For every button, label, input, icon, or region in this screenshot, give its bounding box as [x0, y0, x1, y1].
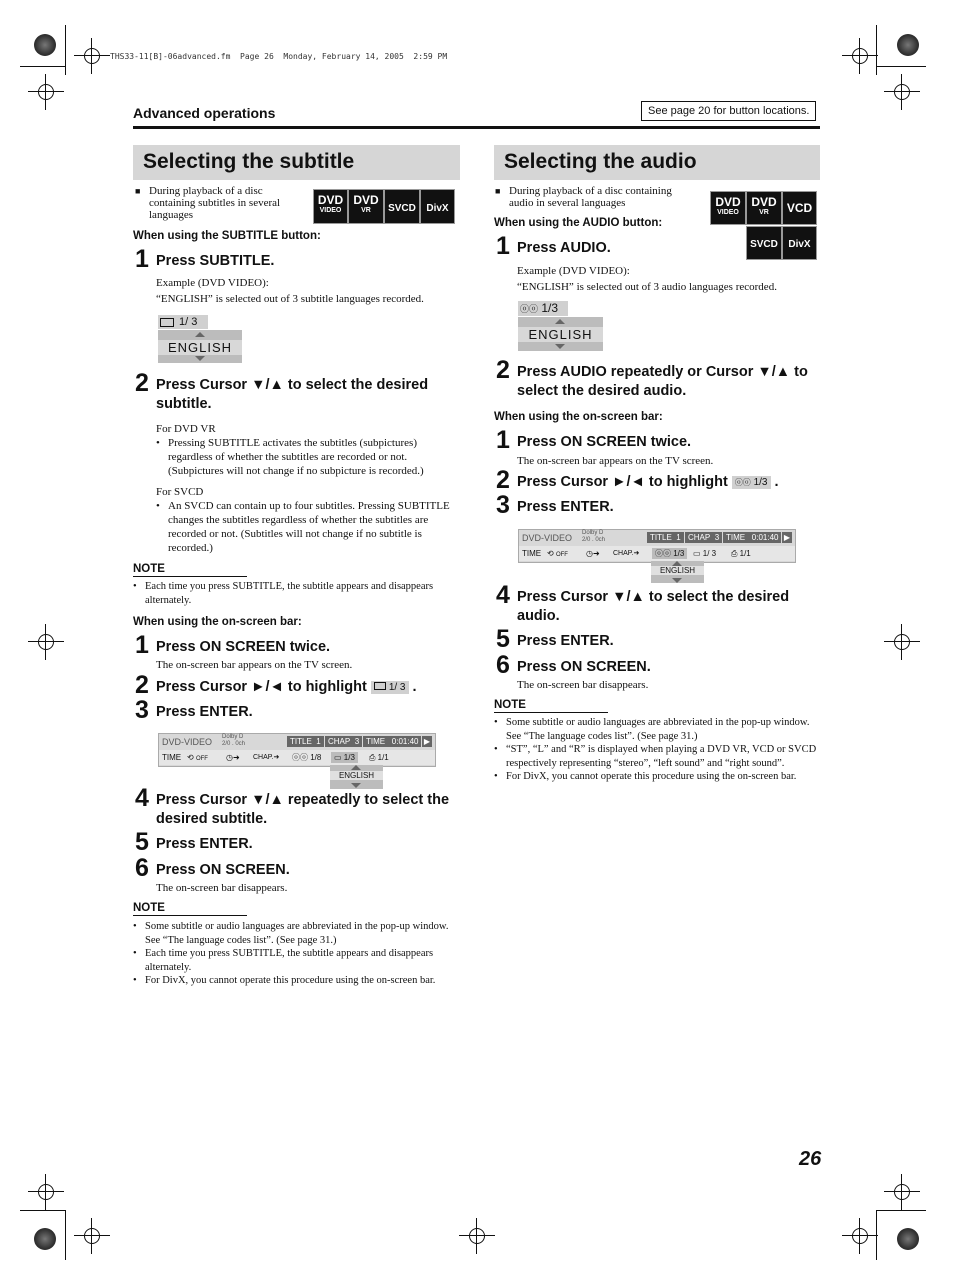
- step-text: Press Cursor ►/◄ to highlight 1/ 3 .: [156, 679, 417, 695]
- row-chap: CHAP.➜: [253, 754, 280, 761]
- condition-text: During playback of a disc containing audio in several languages: [509, 185, 672, 209]
- arrow-down-icon: [351, 783, 361, 788]
- crosshair-mark: [34, 630, 58, 654]
- repeat-icon: ⟲ OFF: [547, 549, 568, 558]
- registration-dot-bottom-right: [897, 1228, 919, 1250]
- audio-condition: [495, 185, 695, 209]
- audio-button-heading: When using the AUDIO button:: [494, 217, 663, 229]
- see-page-box: See page 20 for button locations.: [641, 101, 816, 121]
- example-label: Example (DVD VIDEO):: [517, 265, 630, 277]
- crop-line: [65, 1210, 66, 1260]
- dvd-vr-note: • Pressing SUBTITLE activates the subtitles (subpictures) regardless of whether the subtitles are recorded or not. (Subpictures will not change if no subpicture is recorded.): [156, 436, 456, 478]
- crosshair-mark: [848, 1224, 872, 1248]
- step-number: 3: [496, 491, 510, 519]
- onscreen-bar: [158, 733, 436, 767]
- bar-chapter: CHAP 3: [325, 736, 362, 747]
- note-item: Each time you press SUBTITLE, the subtitle appears and disappears alternately.: [145, 948, 434, 973]
- crop-line: [876, 1210, 926, 1211]
- crosshair-mark: [890, 1180, 914, 1204]
- audio-popup-osd: [518, 301, 603, 351]
- arrow-down-icon: [672, 578, 682, 583]
- onscreen-bar-heading: When using the on-screen bar:: [133, 616, 302, 628]
- audio-language: ENGLISH: [518, 327, 603, 342]
- note-item: For DivX, you cannot operate this procedure using the on-screen bar.: [506, 771, 797, 782]
- crosshair-mark: [890, 630, 914, 654]
- step-text: Press ON SCREEN twice.: [156, 639, 331, 655]
- audio-counter-icon: ⓞⓞ 1/3: [732, 476, 771, 489]
- step-text: Press ON SCREEN twice.: [517, 434, 692, 450]
- note-heading: NOTE: [133, 563, 247, 577]
- badge-dvd-video: DVD VIDEO: [313, 189, 348, 224]
- crosshair-mark: [465, 1224, 489, 1248]
- section-header: Advanced operations: [133, 105, 276, 121]
- dvd-vr-note-text: Pressing SUBTITLE activates the subtitles (subpictures) regardless of whether the subtitles are recorded or not. (Subpictures will not change if no subpicture is recorded.): [168, 437, 424, 477]
- step-text: Press Cursor ▼/▲ repeatedly to select the desired subtitle.: [156, 792, 450, 827]
- note-item-text: Each time you press SUBTITLE, the subtitle appears and disappears alternately.: [145, 581, 434, 606]
- step-number: 1: [135, 631, 149, 659]
- crosshair-mark: [80, 44, 104, 68]
- step-subtext: The on-screen bar appears on the TV screen.: [156, 659, 353, 671]
- step-text: Press Cursor ▼/▲ to select the desired subtitle.: [156, 377, 429, 412]
- bar-dolby: Dolby D 2/0 . 0ch: [222, 734, 246, 747]
- audio-item: ⓞⓞ 1/8: [292, 753, 322, 762]
- audio-counter: 1/3: [541, 301, 559, 315]
- square-bullet-icon: ■: [135, 186, 141, 196]
- page-number: 26: [799, 1148, 822, 1170]
- step-number: 2: [496, 466, 510, 494]
- example-description: “ENGLISH” is selected out of 3 subtitle languages recorded.: [156, 293, 424, 305]
- badge-svcd: SVCD: [384, 189, 420, 224]
- step-subtext: The on-screen bar appears on the TV screen.: [517, 455, 714, 467]
- badge-dvd-vr: DVD VR: [746, 191, 782, 225]
- badge-dvd-video: DVD VIDEO: [710, 191, 746, 225]
- arrow-up-icon: [195, 332, 205, 337]
- subtitle-counter: 1/ 3: [179, 316, 198, 328]
- badge-vcd: VCD: [782, 191, 817, 225]
- note-heading: NOTE: [133, 902, 247, 916]
- audio-section-title: Selecting the audio: [504, 150, 697, 173]
- bar-title: TITLE 1: [647, 532, 684, 543]
- step-text: Press Cursor ▼/▲ to select the desired audio.: [517, 589, 790, 624]
- step-subtext: The on-screen bar disappears.: [156, 882, 288, 894]
- bar-chapter: CHAP 3: [685, 532, 722, 543]
- crop-line: [876, 66, 926, 67]
- popup-language: ENGLISH: [651, 566, 704, 575]
- note-list: • Some subtitle or audio languages are abbreviated in the pop-up window. See “The language codes list”. (See page 31.) • Each time you press SUBTITLE, the subtitle appears and disappears alternately. • For DivX, you cannot operate this procedure using the on-screen bar.: [133, 920, 463, 988]
- repeat-icon: ⟲ OFF: [187, 753, 208, 762]
- bar-arrow-icon: ▶: [783, 533, 791, 542]
- row-time: TIME: [162, 753, 182, 762]
- step-text: Press Cursor ►/◄ to highlight ⓞⓞ 1/3 .: [517, 474, 779, 490]
- bar-time: TIME 0:01:40: [363, 736, 421, 747]
- language-popup: [651, 561, 704, 583]
- step-text: Press ON SCREEN.: [156, 862, 290, 878]
- condition-text: During playback of a disc containing subtitles in several languages: [149, 185, 281, 221]
- crop-line: [65, 25, 66, 75]
- bar-source: DVD-VIDEO: [522, 533, 573, 543]
- crosshair-mark: [848, 44, 872, 68]
- bar-source: DVD-VIDEO: [162, 737, 213, 747]
- step-text: Press AUDIO repeatedly or Cursor ▼/▲ to select the desired audio.: [517, 364, 808, 399]
- audio-icon: ⓞⓞ: [520, 304, 539, 314]
- registration-dot-top-left: [34, 34, 56, 56]
- onscreen-bar: [518, 529, 796, 563]
- step-text: Press ENTER.: [517, 499, 614, 515]
- note-item: • Each time you press SUBTITLE, the subtitle appears and disappears alternately.: [133, 580, 438, 607]
- svcd-note: • An SVCD can contain up to four subtitles. Pressing SUBTITLE changes the subtitles regardless of whether the subtitles are recorded or not. (Subtitles will not change if no subtitle is recorded.): [156, 499, 458, 555]
- bar-dolby: Dolby D 2/0 . 0ch: [582, 530, 606, 543]
- step-number: 6: [135, 854, 149, 882]
- step-number: 1: [496, 426, 510, 454]
- crop-line: [876, 25, 877, 75]
- note-list: • Some subtitle or audio languages are abbreviated in the pop-up window. See “The language codes list”. (See page 31.) • “ST”, “L” and “R” is displayed when playing a DVD VR, VCD or SVCD respectively representing “stereo”, “left sound” and “right sound”. • For DivX, you cannot operate this procedure using the on-screen bar.: [494, 716, 820, 784]
- crosshair-mark: [80, 1224, 104, 1248]
- step-number: 5: [496, 625, 510, 653]
- crosshair-mark: [34, 1180, 58, 1204]
- step-text: Press AUDIO.: [517, 240, 611, 256]
- step-number: 4: [496, 581, 510, 609]
- step-number: 2: [135, 369, 149, 397]
- crop-line: [20, 66, 66, 67]
- file-info-line: THS33-11[B]-06advanced.fm Page 26 Monday, February 14, 2005 2:59 PM: [110, 52, 448, 61]
- subtitle-item: ▭ 1/ 3: [693, 549, 717, 558]
- svcd-heading: For SVCD: [156, 486, 204, 498]
- subtitle-popup-osd: [158, 315, 242, 363]
- arrow-down-icon: [555, 344, 565, 349]
- timer-icon: ◷➜: [226, 753, 240, 762]
- dvd-vr-heading: For DVD VR: [156, 423, 216, 435]
- audio-section-title-bar: [494, 145, 820, 180]
- example-description: “ENGLISH” is selected out of 3 audio languages recorded.: [517, 281, 777, 293]
- timer-icon: ◷➜: [586, 549, 600, 558]
- step-text: Press ENTER.: [156, 704, 253, 720]
- onscreen-bar-heading: When using the on-screen bar:: [494, 411, 663, 423]
- note-item: Some subtitle or audio languages are abbreviated in the pop-up window. See “The language codes list”. (See page 31.): [506, 717, 810, 742]
- bar-title: TITLE 1: [287, 736, 324, 747]
- crosshair-mark: [890, 80, 914, 104]
- language-popup: [330, 765, 383, 789]
- note-item: “ST”, “L” and “R” is displayed when playing a DVD VR, VCD or SVCD respectively representing “stereo”, “left sound” and “right sound”.: [506, 744, 817, 769]
- step-number: 2: [496, 356, 510, 384]
- step-text: Press SUBTITLE.: [156, 253, 275, 269]
- subtitle-section-title-bar: [133, 145, 460, 180]
- step-number: 1: [496, 232, 510, 260]
- badge-divx: DivX: [420, 189, 455, 224]
- step-number: 2: [135, 671, 149, 699]
- audio-item: ⓞⓞ 1/3: [652, 548, 687, 559]
- arrow-up-icon: [351, 765, 361, 770]
- badge-divx: DivX: [782, 226, 817, 260]
- registration-dot-bottom-left: [34, 1228, 56, 1250]
- crop-line: [876, 1210, 877, 1260]
- registration-dot-top-right: [897, 34, 919, 56]
- subtitle-counter-icon: 1/ 3: [371, 681, 409, 694]
- subtitle-section-title: Selecting the subtitle: [143, 150, 355, 173]
- subtitle-condition: [135, 185, 300, 221]
- square-bullet-icon: ■: [495, 186, 501, 196]
- popup-language: ENGLISH: [330, 771, 383, 780]
- step-subtext: The on-screen bar disappears.: [517, 679, 649, 691]
- svcd-note-text: An SVCD can contain up to four subtitles. Pressing SUBTITLE changes the subtitles regardless of whether the subtitles are recorded or not. (Subtitles will not change if no subtitle is recorded.): [168, 500, 450, 554]
- example-label: Example (DVD VIDEO):: [156, 277, 269, 289]
- badge-dvd-vr: DVD VR: [348, 189, 384, 224]
- crop-line: [20, 1210, 66, 1211]
- row-chap: CHAP.➜: [613, 550, 640, 557]
- step-text: Press ENTER.: [517, 633, 614, 649]
- step-number: 1: [135, 245, 149, 273]
- step-number: 5: [135, 828, 149, 856]
- row-time: TIME: [522, 549, 542, 558]
- angle-item: ⎙ 1/1: [369, 753, 389, 762]
- subtitle-item: ▭ 1/3: [331, 752, 358, 763]
- subtitle-icon: [160, 318, 174, 327]
- badge-svcd: SVCD: [746, 226, 782, 260]
- step-text: Press ON SCREEN.: [517, 659, 651, 675]
- subtitle-button-heading: When using the SUBTITLE button:: [133, 230, 321, 242]
- header-rule: [133, 126, 820, 129]
- step-text: Press ENTER.: [156, 836, 253, 852]
- step-number: 3: [135, 696, 149, 724]
- step-number: 6: [496, 651, 510, 679]
- bar-arrow-icon: ▶: [423, 737, 431, 746]
- arrow-down-icon: [195, 356, 205, 361]
- note-heading: NOTE: [494, 699, 608, 713]
- step-number: 4: [135, 784, 149, 812]
- crosshair-mark: [34, 80, 58, 104]
- note-item: For DivX, you cannot operate this procedure using the on-screen bar.: [145, 975, 436, 986]
- arrow-up-icon: [555, 319, 565, 324]
- bar-time: TIME 0:01:40: [723, 532, 781, 543]
- subtitle-language: ENGLISH: [158, 340, 242, 355]
- angle-item: ⎙ 1/1: [731, 549, 751, 558]
- note-item: Some subtitle or audio languages are abbreviated in the pop-up window. See “The language codes list”. (See page 31.): [145, 921, 449, 946]
